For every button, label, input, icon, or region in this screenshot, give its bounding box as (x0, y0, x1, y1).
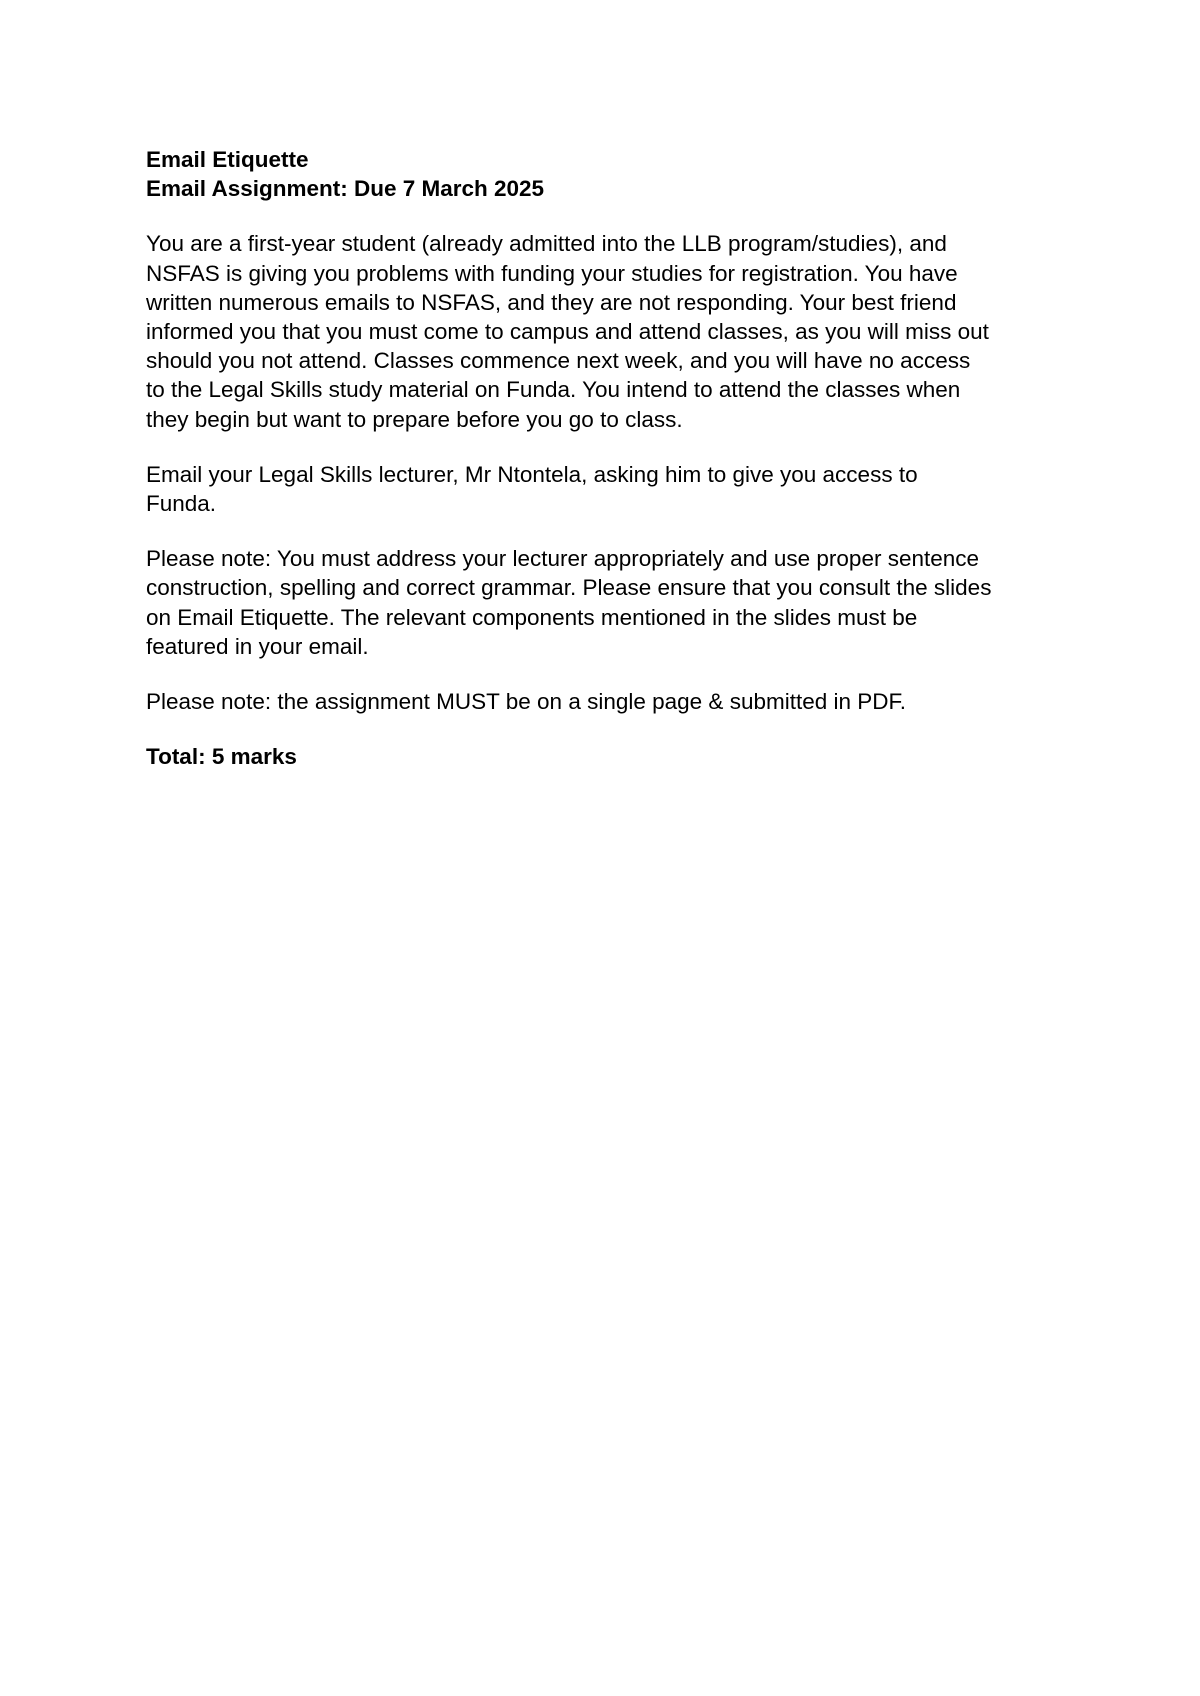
instruction-paragraph: Email your Legal Skills lecturer, Mr Ntontela, asking him to give you access to Funda. (146, 461, 918, 517)
document-body (146, 145, 1076, 771)
submission-note-paragraph: Please note: the assignment MUST be on a single page & submitted in PDF. (146, 689, 907, 715)
document-title: Email Etiquette (146, 147, 309, 172)
note-paragraph: Please note: You must address your lecturer appropriately and use proper sentence construction, spelling and correct grammar. Please ensure that you consult the slides on Email Etiquette. The relevant components mentioned in the slides must be featured in your email. (146, 546, 992, 659)
total-marks: Total: 5 marks (146, 744, 297, 770)
assignment-due-heading: Email Assignment: Due 7 March 2025 (146, 176, 545, 202)
scenario-paragraph: You are a first-year student (already admitted into the LLB program/studies), and NSFAS is giving you problems with funding your studies for registration. You have written numerous emails to NSFAS, and they are not responding. Your best friend informed you that you must come to campus and attend classes, as you will miss out should you not attend. Classes commence next week, and you will have no access to the Legal Skills study material on Funda. You intend to attend the classes when they begin but want to prepare before you go to class. (146, 231, 989, 432)
